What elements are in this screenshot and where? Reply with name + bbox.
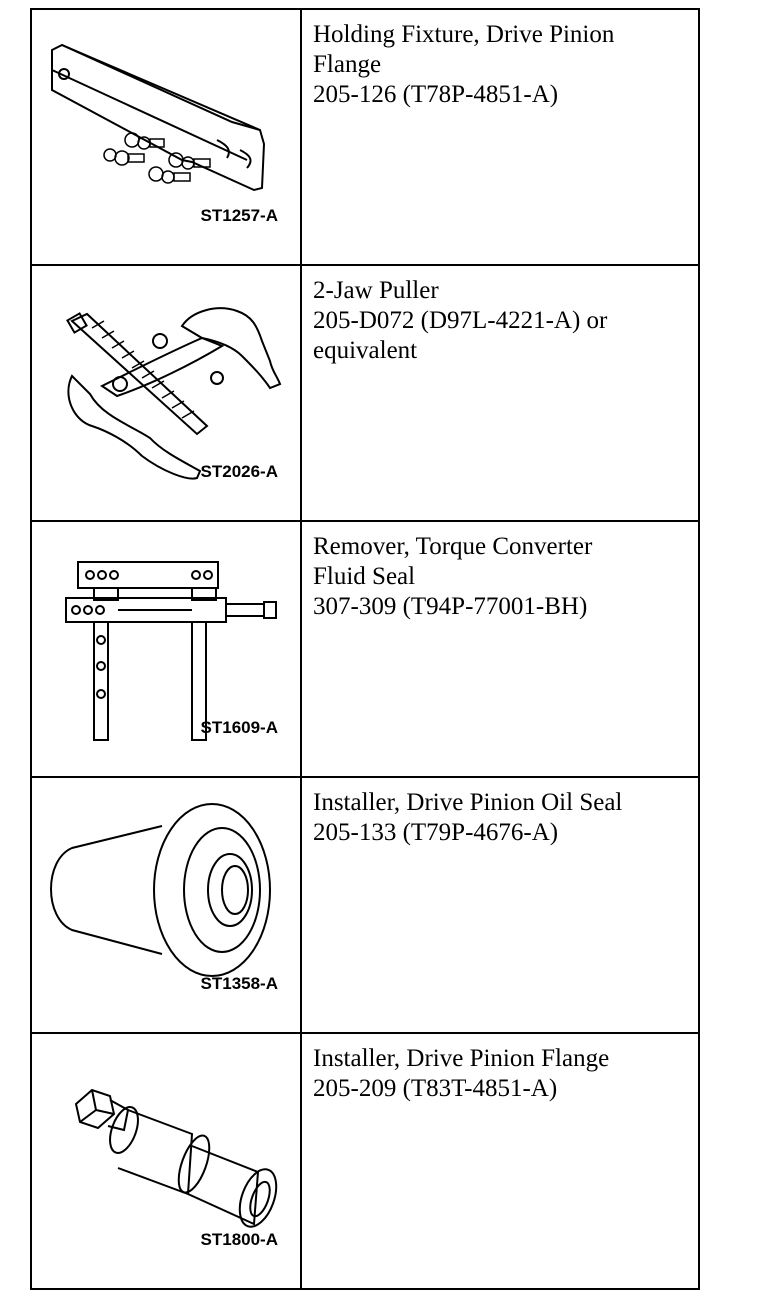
tool-number: 205-209 (T83T-4851-A) — [313, 1075, 558, 1102]
table-row — [31, 1033, 699, 1289]
tool-description-cell — [301, 265, 699, 521]
tool-description-cell — [301, 521, 699, 777]
table-row — [31, 9, 699, 265]
tool-name-line: Installer, Drive Pinion Oil Seal — [313, 789, 623, 816]
table-row — [31, 521, 699, 777]
table-row — [31, 265, 699, 521]
tool-code-label: ST2026-A — [200, 462, 278, 481]
tool-name-line: Remover, Torque Converter — [313, 533, 593, 560]
tool-number: 307-309 (T94P-77001-BH) — [313, 593, 588, 620]
tool-description-cell — [301, 9, 699, 265]
tool-code-label: ST1257-A — [200, 206, 278, 225]
tool-code-label: ST1609-A — [200, 718, 278, 737]
tool-image-cell — [31, 521, 301, 777]
tool-number: 205-126 (T78P-4851-A) — [313, 81, 559, 108]
tool-description-cell — [301, 777, 699, 1033]
tool-number: 205-133 (T79P-4676-A) — [313, 819, 559, 846]
tool-name-line: Flange — [313, 51, 382, 78]
tool-image-cell — [31, 1033, 301, 1289]
tool-code-label: ST1800-A — [200, 1230, 278, 1249]
tool-image-cell — [31, 265, 301, 521]
tool-name-line: Installer, Drive Pinion Flange — [313, 1045, 610, 1072]
tool-name-line: Holding Fixture, Drive Pinion — [313, 21, 615, 48]
tool-number: 205-D072 (D97L-4221-A) or — [313, 307, 608, 334]
tool-code-label: ST1358-A — [200, 974, 278, 993]
tool-name-line: 2-Jaw Puller — [313, 277, 439, 304]
tool-image-cell — [31, 9, 301, 265]
special-tools-table — [30, 8, 700, 1290]
tool-name-line: Fluid Seal — [313, 563, 416, 590]
tool-note: equivalent — [313, 337, 418, 364]
tool-image-cell — [31, 777, 301, 1033]
table-row — [31, 777, 699, 1033]
tool-description-cell — [301, 1033, 699, 1289]
